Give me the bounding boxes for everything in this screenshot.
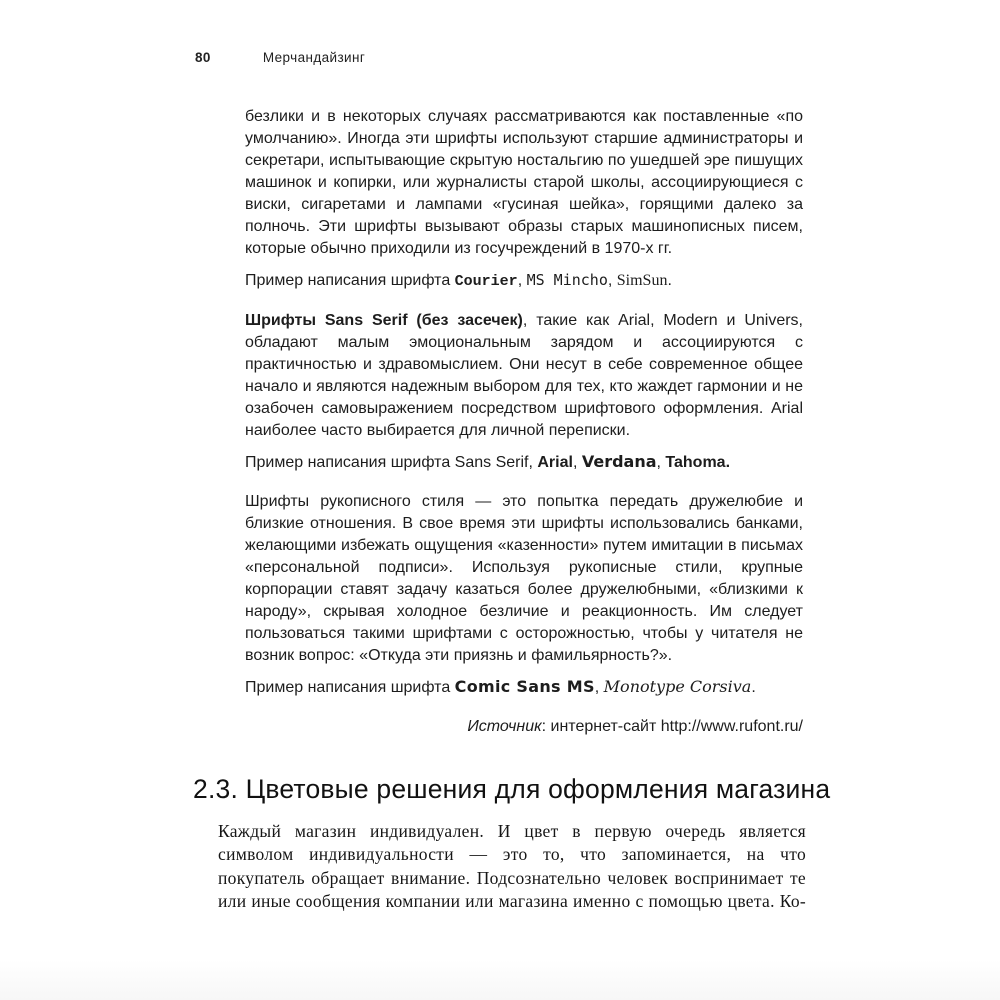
example-prefix: Пример написания шрифта Sans Serif, [245, 454, 538, 471]
separator: , [572, 454, 582, 471]
page-number: 80 [195, 50, 211, 65]
font-sample-courier: Courier [454, 273, 518, 290]
example-line-script [245, 676, 803, 699]
separator: , [656, 454, 666, 471]
example-line-sans [245, 451, 803, 474]
paragraph-text: , такие как Arial, Modern и Univers, обладают малым эмоциональным зарядом и ассоциируются с практичностью и здравомыслием. Они несут в себе современное общее начало и являются надежным выбором для тех, кто жаждет гармонии и не озабочен самовыражением посредством шрифтового оформления. Arial наиболее часто выбирается для личной переписки. [245, 312, 803, 439]
font-sample-arial: Arial [537, 454, 573, 471]
period: . [751, 679, 756, 696]
running-title: Мерчандайзинг [262, 50, 366, 65]
source-line [245, 716, 803, 738]
separator: , [517, 272, 527, 289]
section-paragraph: Каждый магазин индивидуален. И цвет в первую очередь является символом индивидуальности — это то, что запоминается, на что покупатель обращает внимание. Подсознательно человек воспринимает те или иные сообщения компании или магазина именно с помощью цвета. Ко- [218, 820, 806, 911]
font-sample-comic-sans: Comic Sans MS [454, 677, 595, 696]
paragraph-script-fonts: Шрифты рукописного стиля — это попытка передать дружелюбие и близкие отношения. В свое время эти шрифты использовались банками, желающими избежать ощущения «казенности» путем имитации в письмах «персональной подписи». Используя рукописные стили, крупные корпорации ставят задачу казаться более дружелюбными, «близкими к народу», скрывая холодное безличие и реакционность. Им следует пользоваться такими шрифтами с осторожностью, чтобы у читателя не возник вопрос: «Откуда эти приязнь и фамильярность?». [245, 493, 803, 664]
excerpt-block [245, 106, 803, 738]
page-header [195, 50, 365, 65]
period: . [667, 272, 672, 289]
font-sample-monotype-corsiva: Monotype Corsiva [603, 677, 752, 696]
example-prefix: Пример написания шрифта [245, 272, 455, 289]
separator: , [607, 272, 617, 289]
font-sample-ms-mincho: MS Mincho [526, 271, 608, 289]
example-prefix: Пример написания шрифта [245, 679, 455, 696]
source-label: Источник [467, 718, 542, 735]
font-sample-verdana: Verdana [581, 452, 657, 471]
sans-serif-lead-bold: Шрифты Sans Serif (без засечек) [245, 312, 523, 329]
separator: , [594, 679, 604, 696]
section-heading: 2.3. Цветовые решения для оформления магазина [193, 773, 831, 804]
font-sample-simsun: SimSun [616, 272, 668, 289]
paragraph-typewriter-fonts: безлики и в некоторых случаях рассматриваются как поставленные «по умолчанию». Иногда эти шрифты используют старшие администраторы и секретари, испытывающие скрытую ностальгию по ушедшей эре пишущих машинок и копирки, или журналисты старой школы, ассоциирующиеся с виски, сигаретами и лампами «гусиная шейка», горящими далеко за полночь. Эти шрифты вызывают образы старых машинописных писем, которые обычно приходили из госучреждений в 1970-х гг. [245, 108, 803, 257]
paragraph-sans-serif-fonts [245, 310, 803, 442]
font-sample-tahoma: Tahoma. [665, 454, 731, 471]
source-text: : интернет-сайт http://www.rufont.ru/ [541, 718, 803, 735]
example-line-typewriter [245, 269, 803, 293]
